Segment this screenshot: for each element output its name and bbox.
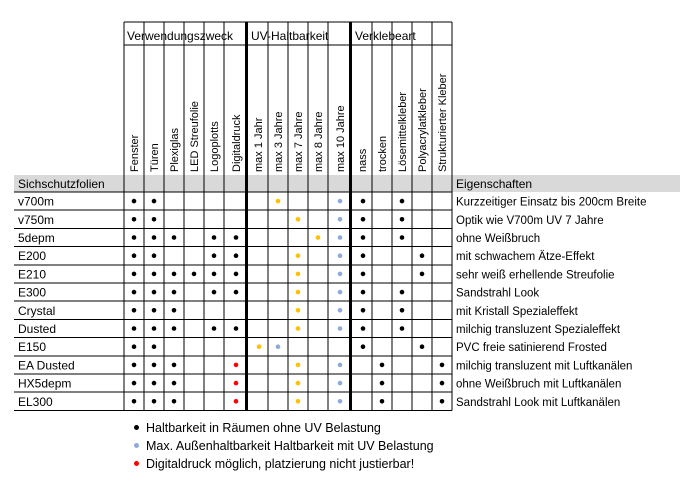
row-name: v700m [18,194,55,209]
legend-dot-blue [134,443,139,448]
column-header-15: Strukturierter Kleber [437,73,449,172]
row-name: EA Dusted [18,358,75,373]
row-description: milchig transluzent Spezialeffekt [456,324,621,336]
row-description: Kurzzeitiger Einsatz bis 200cm Breite [456,196,647,209]
row-description: PVC freie satinierend Frosted [456,342,607,355]
legend-dot-black [134,425,139,430]
legend-text: Haltbarkeit in Räumen ohne UV Belastung [146,421,381,435]
column-header-4: Logoplotts [209,121,221,172]
row-name: 5depm [18,231,55,245]
row-name: Crystal [18,303,56,318]
row-description: milchig transluzent mit Luftkanälen [456,360,633,373]
row-description: ohne Weißbruch [456,233,541,245]
props-header-label: Eigenschaften [456,177,533,191]
row-name: v750m [18,212,55,227]
legend-item-outdoor [134,437,434,455]
column-header-6: max 1 Jahr [253,117,265,172]
legend-item-indoor [134,419,381,437]
column-header-2: Plexiglas [169,127,181,172]
row-name: E150 [18,340,47,355]
row-description: ohne Weißbruch mit Luftkanälen [456,378,622,391]
row-name: E300 [18,285,47,300]
group-title-1: UV-Haltbarkeit [251,29,329,43]
column-header-7: max 3 Jahre [273,111,285,172]
row-name: HX5depm [18,376,72,391]
column-header-1: Türen [149,143,161,172]
row-description: mit Kristall Spezialeffekt [456,305,578,318]
row-header-label: Sichschutzfolien [18,177,105,191]
row-description: mit schwachem Ätze-Effekt [456,251,595,264]
column-header-11: nass [357,148,369,172]
column-header-10: max 10 Jahre [335,105,347,172]
column-header-3: LED Streufolie [189,101,201,172]
column-header-8: max 7 Jahre [293,111,305,172]
column-header-9: max 8 Jahre [313,111,325,172]
legend-text: Digitaldruck möglich, platzierung nicht justierbar! [146,457,415,471]
legend-dot-red [134,461,139,466]
column-header-13: Lösemittelkleber [397,91,409,172]
row-description: Optik wie V700m UV 7 Jahre [456,214,604,227]
column-header-5: Digitaldruck [231,114,243,172]
column-header-14: Polyacrylatkleber [417,88,429,172]
legend-item-digitalprint [134,455,414,473]
group-title-0: Verwendungszweck [127,29,234,43]
row-name: Dusted [18,322,57,336]
row-description: Sandstrahl Look mit Luftkanälen [456,396,621,409]
row-description: Sandstrahl Look [456,287,540,300]
column-header-12: trocken [377,135,389,172]
row-description: sehr weiß erhellende Streufolie [456,269,615,282]
row-name: EL300 [18,394,53,409]
column-header-0: Fenster [129,134,141,172]
row-name: E210 [18,267,47,282]
legend-text: Max. Außenhaltbarkeit Haltbarkeit mit UV Belastung [146,439,434,453]
row-name: E200 [18,249,47,264]
group-title-2: Verklebeart [355,29,416,43]
